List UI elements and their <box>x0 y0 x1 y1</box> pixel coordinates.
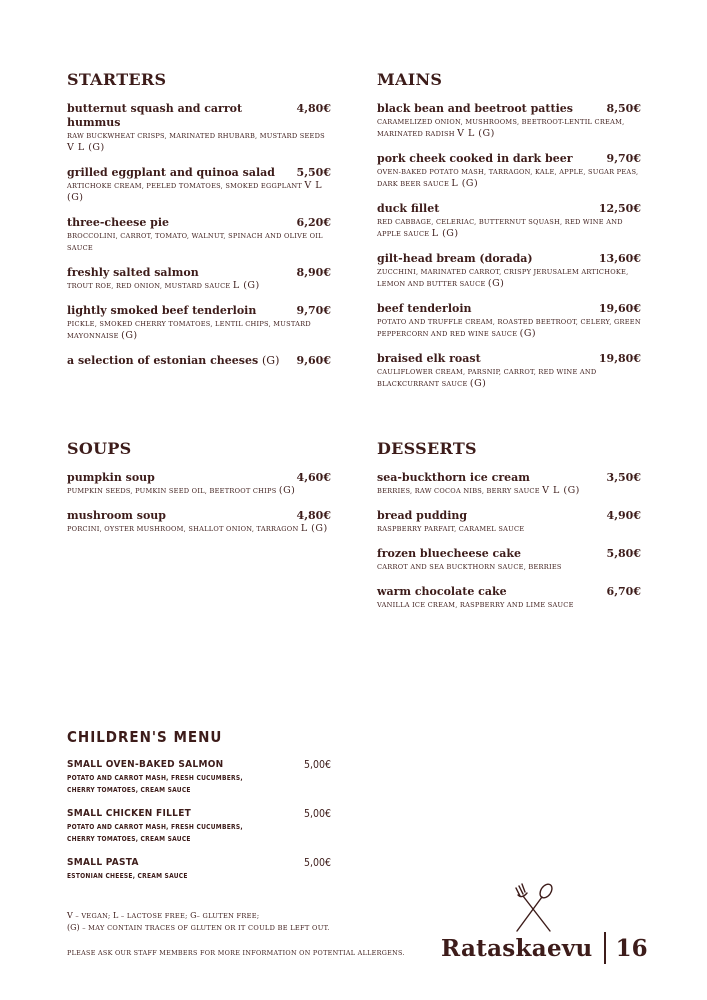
diet-tags: L (G) <box>431 228 459 239</box>
item-name: sea-buckthorn ice cream <box>377 471 530 484</box>
legend-symbol: G <box>190 911 197 920</box>
diet-tags: (G) <box>487 278 505 289</box>
diet-tags: V L (G) <box>67 180 323 203</box>
item-description <box>67 523 331 535</box>
item-description <box>377 485 641 497</box>
item-description <box>377 366 641 390</box>
menu-item <box>67 471 331 497</box>
item-name: SMALL OVEN-BAKED SALMON <box>67 759 224 770</box>
menu-item <box>377 585 641 611</box>
item-price: 5,50€ <box>296 166 331 179</box>
item-description: POTATO AND CARROT MASH, FRESH CUCUMBERS, CHERRY TOMATOES, CREAM SAUCE <box>67 823 243 843</box>
item-description <box>67 280 331 292</box>
item-description <box>67 130 331 154</box>
menu-item <box>67 304 331 342</box>
item-price: 3,50€ <box>606 471 641 484</box>
menu-item <box>67 216 331 254</box>
item-name: braised elk roast <box>377 352 481 365</box>
item-desc-text: RED CABBAGE, CELERIAC, BUTTERNUT SQUASH, RED WINE AND APPLE SAUCE <box>377 218 623 238</box>
legend-symbol: (G) <box>67 923 80 932</box>
brand-name: Rataskaevu <box>441 934 593 962</box>
diet-tags: L (G) <box>232 280 260 291</box>
item-description <box>377 116 641 140</box>
section-title: CHILDREN'S MENU <box>67 728 223 746</box>
item-name <box>67 354 331 368</box>
item-price: 6,70€ <box>606 585 641 598</box>
section-title: DESSERTS <box>377 439 477 458</box>
item-desc-text: VANILLA ICE CREAM, RASPBERRY AND LIME SAUCE <box>377 601 574 609</box>
menu-item <box>67 266 331 292</box>
allergen-legend <box>67 910 330 934</box>
item-name: bread pudding <box>377 509 468 522</box>
section-starters <box>67 70 331 380</box>
diet-tags: L (G) <box>451 178 479 189</box>
legend-text: – GLUTEN FREE; <box>196 912 260 920</box>
item-name: butternut squash and carrot hummus <box>67 102 243 129</box>
item-price: 12,50€ <box>598 202 641 215</box>
item-price: 5,00€ <box>303 759 331 771</box>
legend-text: – VEGAN; <box>75 912 111 920</box>
menu-item <box>377 509 641 535</box>
item-name: freshly salted salmon <box>67 266 199 279</box>
item-price: 5,80€ <box>606 547 641 560</box>
item-price: 8,50€ <box>606 102 641 115</box>
item-price: 9,70€ <box>606 152 641 165</box>
item-name: three-cheese pie <box>67 216 170 229</box>
item-name: gilt-head bream (dorada) <box>377 252 533 265</box>
diet-tags: (G) <box>121 330 138 341</box>
diet-tags: (G) <box>262 354 280 367</box>
legend-text: – LACTOSE FREE; <box>120 912 188 920</box>
legend-symbol: V <box>67 911 73 920</box>
menu-item <box>67 166 331 204</box>
item-desc-text: RASPBERRY PARFAIT, CARAMEL SAUCE <box>377 525 525 533</box>
item-description <box>67 318 331 342</box>
legend-line-2 <box>67 922 330 934</box>
item-price: 8,90€ <box>296 266 331 279</box>
item-desc-text: ARTICHOKE CREAM, PEELED TOMATOES, SMOKED EGGPLANT <box>67 182 303 190</box>
menu-item <box>67 354 331 368</box>
item-name: grilled eggplant and quinoa salad <box>67 166 275 179</box>
section-mains <box>377 70 641 402</box>
item-desc-text: PICKLE, SMOKED CHERRY TOMATOES, LENTIL CHIPS, MUSTARD MAYONNAISE <box>67 320 311 340</box>
item-desc-text: CARAMELIZED ONION, MUSHROOMS, BEETROOT-LENTIL CREAM, MARINATED RADISH <box>377 118 625 138</box>
item-desc-text: TROUT ROE, RED ONION, MUSTARD SAUCE <box>67 282 231 290</box>
menu-item <box>67 807 331 845</box>
diet-tags: (G) <box>519 328 537 339</box>
item-name: warm chocolate cake <box>377 585 507 598</box>
legend-text: – MAY CONTAIN TRACES OF GLUTEN OR IT COULD BE LEFT OUT. <box>82 924 330 932</box>
menu-item <box>377 152 641 190</box>
item-desc-text: PORCINI, OYSTER MUSHROOM, SHALLOT ONION, TARRAGON <box>67 525 299 533</box>
diet-tags: V L (G) <box>457 128 495 139</box>
menu-item <box>67 856 331 882</box>
allergen-note: PLEASE ASK OUR STAFF MEMBERS FOR MORE INFORMATION ON POTENTIAL ALLERGENS. <box>67 949 405 957</box>
item-description: POTATO AND CARROT MASH, FRESH CUCUMBERS, CHERRY TOMATOES, CREAM SAUCE <box>67 774 243 794</box>
item-price: 5,00€ <box>303 857 331 869</box>
legend-symbol: L <box>113 911 119 920</box>
menu-item <box>67 102 331 154</box>
menu-item <box>377 547 641 573</box>
item-name: pumpkin soup <box>67 471 155 484</box>
item-desc-text: BERRIES, RAW COCOA NIBS, BERRY SAUCE <box>377 487 540 495</box>
brand-divider <box>604 932 606 964</box>
item-description <box>377 166 641 190</box>
item-desc-text: POTATO AND TRUFFLE CREAM, ROASTED BEETROOT, CELERY, GREEN PEPPERCORN AND RED WINE SAUCE <box>377 318 641 338</box>
item-price: 13,60€ <box>598 252 641 265</box>
section-childrens-menu <box>67 728 331 893</box>
item-name-text: a selection of estonian cheeses <box>67 354 259 367</box>
item-desc-text: OVEN-BAKED POTATO MASH, TARRAGON, KALE, APPLE, SUGAR PEAS, DARK BEER SAUCE <box>377 168 639 188</box>
item-description <box>377 266 641 290</box>
diet-tags: V L (G) <box>542 485 580 496</box>
item-desc-text: PUMPKIN SEEDS, PUMKIN SEED OIL, BEETROOT CHIPS <box>67 487 277 495</box>
menu-item <box>67 758 331 796</box>
item-price: 5,00€ <box>303 808 331 820</box>
item-description <box>377 561 641 573</box>
item-desc-text: CARROT AND SEA BUCKTHORN SAUCE, BERRIES <box>377 563 562 571</box>
item-description <box>67 180 331 204</box>
item-price: 19,80€ <box>598 352 641 365</box>
item-description <box>67 485 331 497</box>
fork-and-spoon-icon <box>508 882 558 936</box>
item-desc-text: BROCCOLINI, CARROT, TOMATO, WALNUT, SPINACH AND OLIVE OIL SAUCE <box>67 232 323 252</box>
section-title: STARTERS <box>67 70 167 89</box>
item-name: duck fillet <box>377 202 440 215</box>
item-price: 4,80€ <box>296 102 331 115</box>
menu-item <box>377 352 641 390</box>
item-description <box>377 523 641 535</box>
item-name: black bean and beetroot patties <box>377 102 573 115</box>
item-name: lightly smoked beef tenderloin <box>67 304 257 317</box>
item-desc-text: CAULIFLOWER CREAM, PARSNIP, CARROT, RED WINE AND BLACKCURRANT SAUCE <box>377 368 597 388</box>
item-desc-text: ZUCCHINI, MARINATED CARROT, CRISPY JERUSALEM ARTICHOKE, LEMON AND BUTTER SAUCE <box>377 268 629 288</box>
item-description <box>377 216 641 240</box>
diet-tags: (G) <box>278 485 296 496</box>
item-price: 19,60€ <box>598 302 641 315</box>
legend-line-1 <box>67 910 330 922</box>
diet-tags: (G) <box>469 378 487 389</box>
item-name: beef tenderloin <box>377 302 472 315</box>
item-price: 9,60€ <box>296 354 331 367</box>
item-name: frozen bluecheese cake <box>377 547 521 560</box>
diet-tags: L (G) <box>300 523 328 534</box>
item-price: 4,90€ <box>606 509 641 522</box>
menu-item <box>377 102 641 140</box>
item-price: 4,80€ <box>296 509 331 522</box>
section-title: MAINS <box>377 70 443 89</box>
menu-item <box>377 302 641 340</box>
section-title: SOUPS <box>67 439 132 458</box>
item-description <box>377 599 641 611</box>
item-name: SMALL PASTA <box>67 857 139 868</box>
item-price: 9,70€ <box>296 304 331 317</box>
item-description <box>67 230 331 254</box>
diet-tags: V L (G) <box>67 142 105 153</box>
item-description: ESTONIAN CHEESE, CREAM SAUCE <box>67 872 188 880</box>
item-price: 4,60€ <box>296 471 331 484</box>
item-name: mushroom soup <box>67 509 166 522</box>
item-name: SMALL CHICKEN FILLET <box>67 808 192 819</box>
item-name: pork cheek cooked in dark beer <box>377 152 573 165</box>
menu-item <box>377 202 641 240</box>
menu-item <box>377 471 641 497</box>
item-description <box>377 316 641 340</box>
menu-item <box>377 252 641 290</box>
item-price: 6,20€ <box>296 216 331 229</box>
page-number: 16 <box>615 934 648 962</box>
section-desserts <box>377 439 641 623</box>
item-desc-text: RAW BUCKWHEAT CRISPS, MARINATED RHUBARB, MUSTARD SEEDS <box>67 132 325 140</box>
section-soups <box>67 439 331 547</box>
brand-footer <box>441 930 648 966</box>
menu-item <box>67 509 331 535</box>
